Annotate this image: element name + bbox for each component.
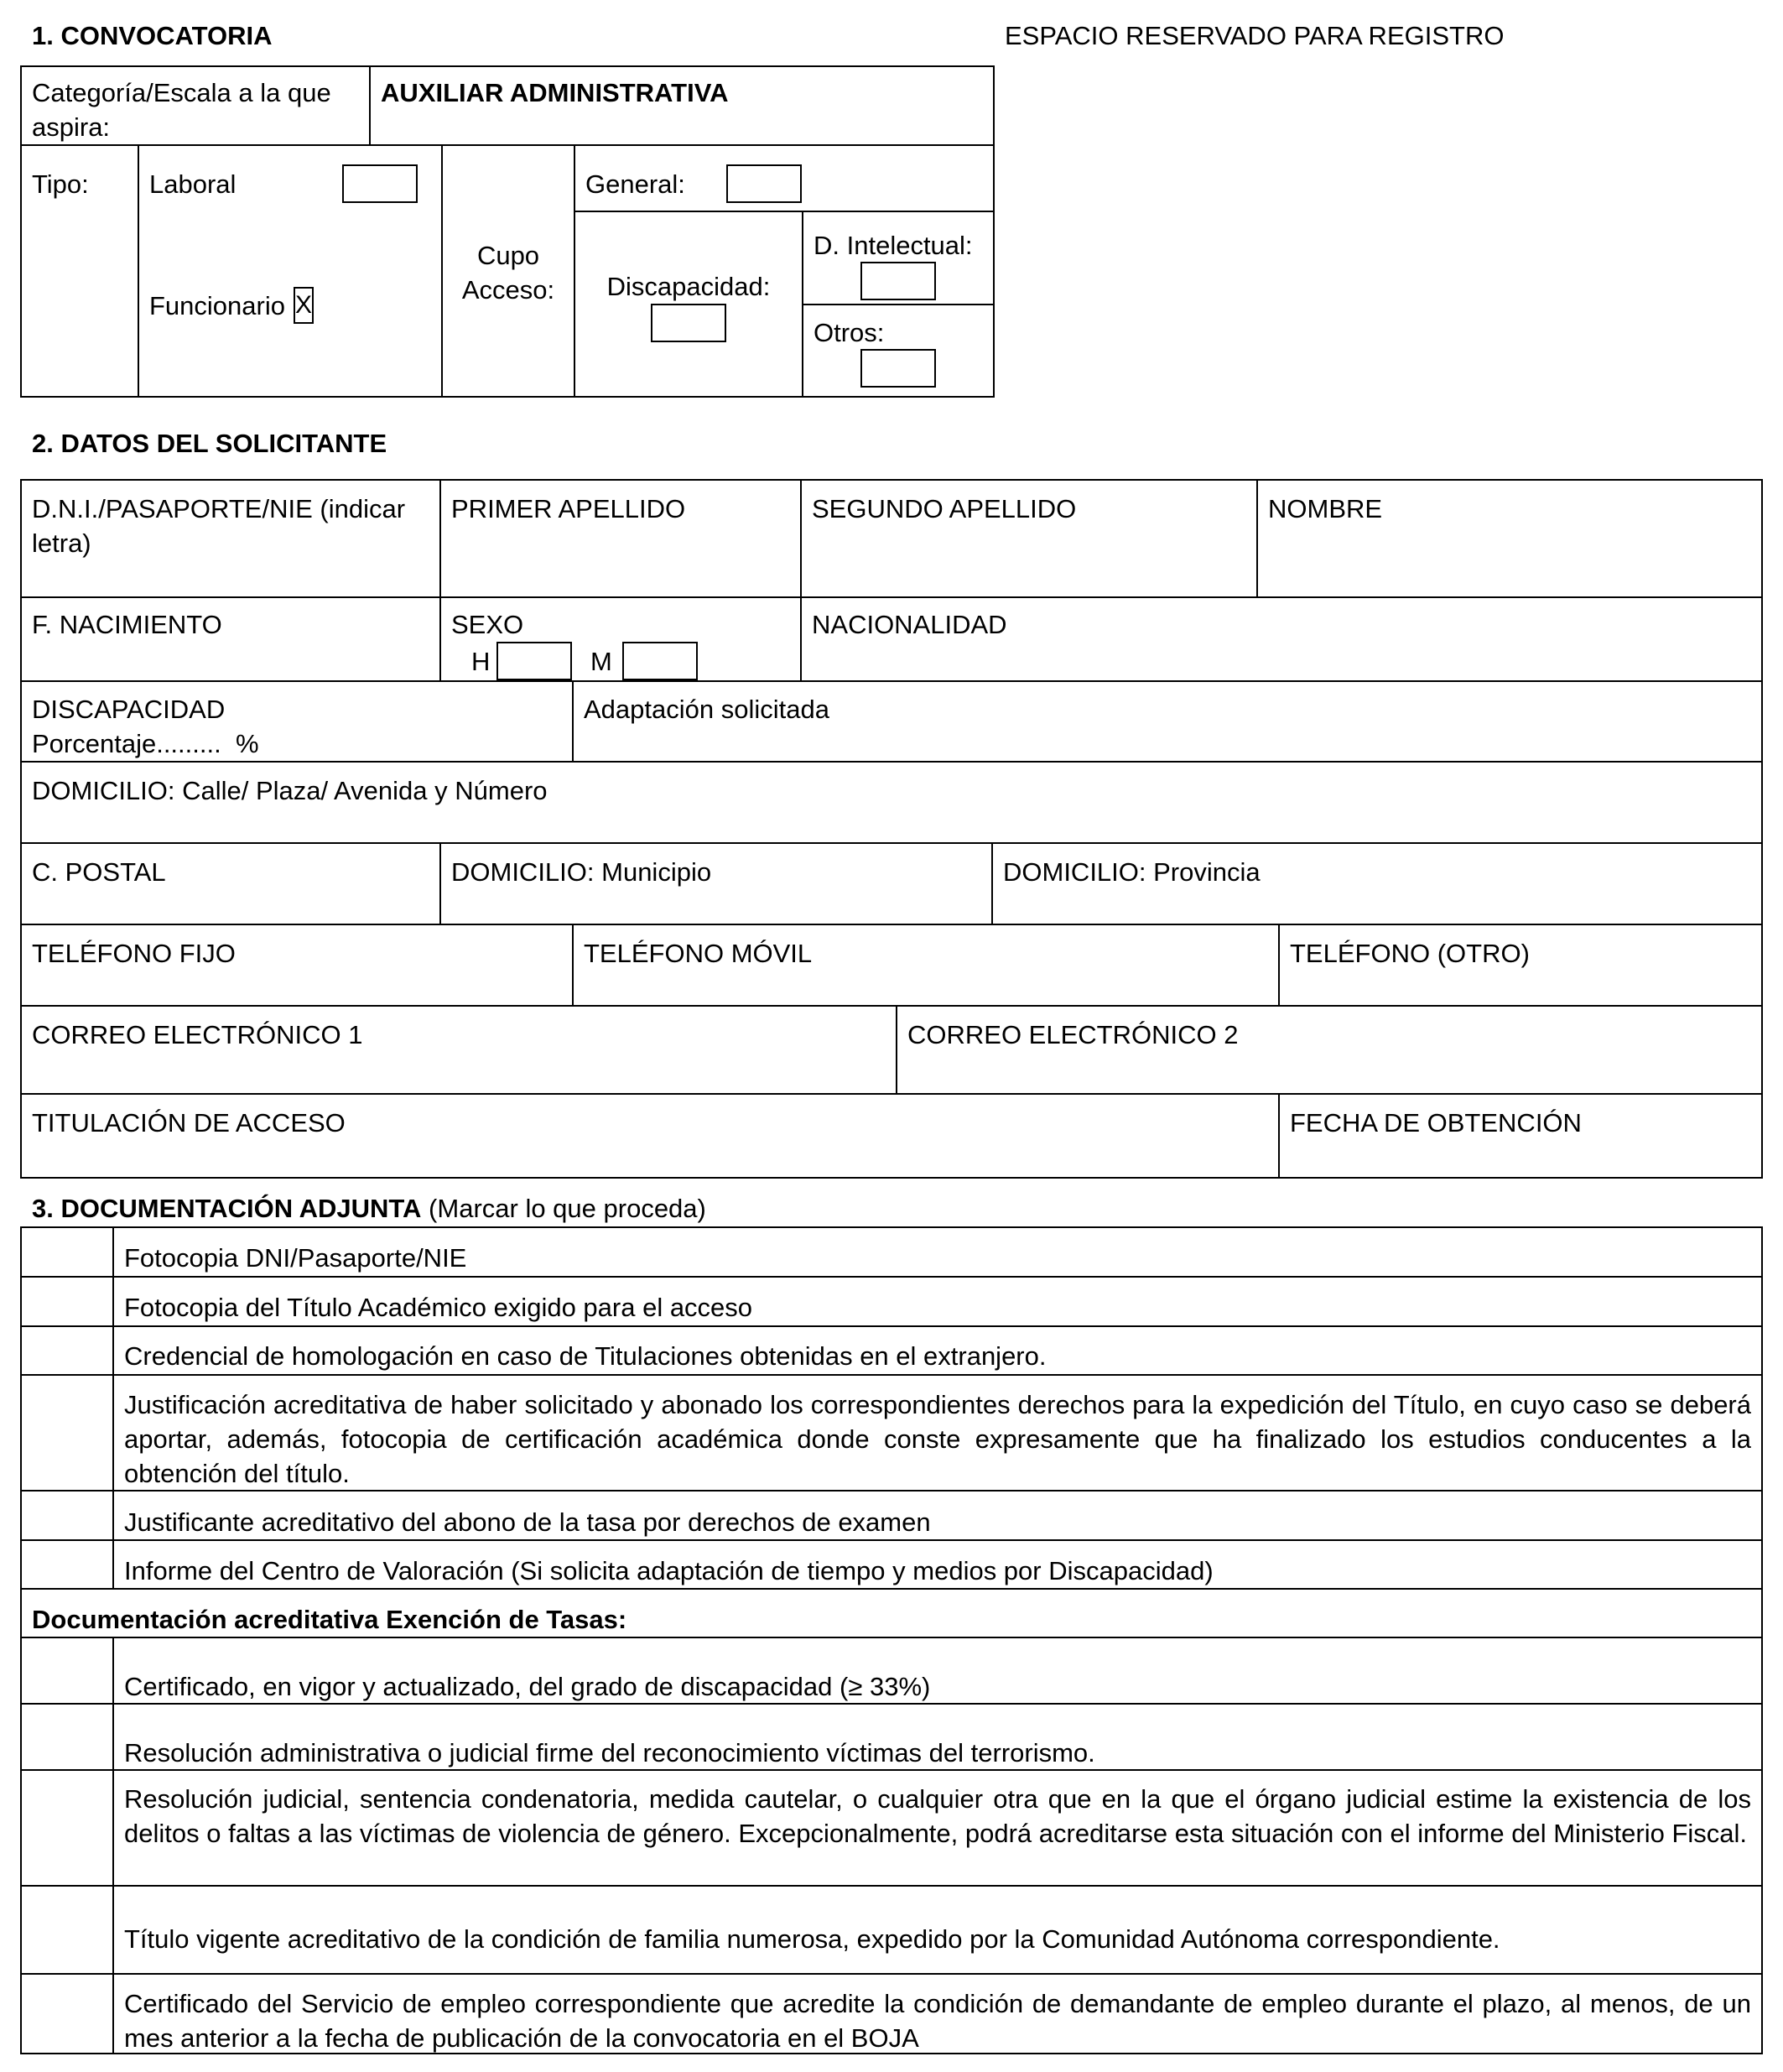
section-3-title-note: (Marcar lo que proceda) xyxy=(421,1194,706,1223)
discapacidad-label: DISCAPACIDAD Porcentaje......... % xyxy=(32,695,259,758)
exencion-checkbox-cell[interactable] xyxy=(22,1705,112,1769)
otros-checkbox[interactable] xyxy=(860,349,936,388)
funcionario-mark: X xyxy=(295,291,313,319)
doc-checkbox-cell[interactable] xyxy=(22,1228,112,1276)
registry-label: ESPACIO RESERVADO PARA REGISTRO xyxy=(1005,21,1505,50)
municipio-label: DOMICILIO: Municipio xyxy=(451,857,712,887)
laboral-checkbox[interactable] xyxy=(342,164,418,203)
funcionario-label: Funcionario xyxy=(149,291,285,320)
cupo-label: Cupo Acceso: xyxy=(461,241,555,305)
doc-item: Fotocopia DNI/Pasaporte/NIE xyxy=(124,1243,467,1273)
correo-1-label: CORREO ELECTRÓNICO 1 xyxy=(32,1020,363,1049)
doc-checkbox-cell[interactable] xyxy=(22,1327,112,1374)
exencion-item: Certificado, en vigor y actualizado, del grado de discapacidad (≥ 33%) xyxy=(124,1672,931,1701)
doc-item: Fotocopia del Título Académico exigido para el acceso xyxy=(124,1293,753,1322)
section-1-title: 1. CONVOCATORIA xyxy=(32,21,273,50)
nacimiento-label: F. NACIMIENTO xyxy=(32,610,222,639)
titulacion-label: TITULACIÓN DE ACCESO xyxy=(32,1108,346,1138)
exencion-checkbox-cell[interactable] xyxy=(22,1887,112,1973)
segundo-apellido-label: SEGUNDO APELLIDO xyxy=(812,494,1077,523)
general-label: General: xyxy=(585,169,685,199)
exencion-item: Título vigente acreditativo de la condición de familia numerosa, expedido por la Comunidad Autónoma correspondiente. xyxy=(124,1924,1500,1954)
doc-item: Informe del Centro de Valoración (Si solicita adaptación de tiempo y medios por Discapacidad) xyxy=(124,1556,1214,1585)
funcionario-checkbox[interactable] xyxy=(294,287,314,324)
dni-label: D.N.I./PASAPORTE/NIE (indicar letra) xyxy=(32,494,406,558)
nombre-label: NOMBRE xyxy=(1268,494,1383,523)
sexo-m-label: M xyxy=(590,647,612,676)
doc-item: Justificación acreditativa de haber solicitado y abonado los correspondientes derechos para la expedición del Título, en cuyo caso se deberá aportar, además, fotocopia de certificación académica donde conste expresamente que ha finalizado los estudios conducentes a la obtención del título. xyxy=(124,1390,1751,1488)
sexo-h-checkbox[interactable] xyxy=(496,642,572,680)
exencion-checkbox-cell[interactable] xyxy=(22,1638,112,1703)
domicilio-label: DOMICILIO: Calle/ Plaza/ Avenida y Número xyxy=(32,776,548,805)
section-2-title: 2. DATOS DEL SOLICITANTE xyxy=(32,429,387,458)
doc-checkbox-cell[interactable] xyxy=(22,1541,112,1588)
provincia-label: DOMICILIO: Provincia xyxy=(1003,857,1261,887)
categoria-label: Categoría/Escala a la que aspira: xyxy=(32,78,331,142)
discapacidad-checkbox[interactable] xyxy=(651,304,726,342)
exencion-item: Certificado del Servicio de empleo correspondiente que acredite la condición de demandante de empleo durante el plazo, al menos, de un mes anterior a la fecha de publicación de la convocatoria en el BOJA xyxy=(124,1989,1751,2053)
laboral-label: Laboral xyxy=(149,169,237,199)
exencion-item: Resolución judicial, sentencia condenatoria, medida cautelar, o cualquier otra que en la que el órgano judicial estime la existencia de los delitos o faltas a las víctimas de violencia de género. Excepcionalmente, podrá acreditarse esta situación con el informe del Ministerio Fiscal. xyxy=(124,1784,1751,1848)
section-3-title-text: 3. DOCUMENTACIÓN ADJUNTA xyxy=(32,1194,422,1223)
nacionalidad-label: NACIONALIDAD xyxy=(812,610,1007,639)
doc-checkbox-cell[interactable] xyxy=(22,1492,112,1539)
otros-label: Otros: xyxy=(814,318,885,347)
telefono-fijo-label: TELÉFONO FIJO xyxy=(32,939,236,968)
sexo-h-label: H xyxy=(471,647,491,676)
exencion-item: Resolución administrativa o judicial firme del reconocimiento víctimas del terrorismo. xyxy=(124,1738,1095,1767)
general-checkbox[interactable] xyxy=(726,164,802,203)
fecha-obtencion-label: FECHA DE OBTENCIÓN xyxy=(1290,1108,1582,1138)
doc-checkbox-cell[interactable] xyxy=(22,1376,112,1490)
telefono-otro-label: TELÉFONO (OTRO) xyxy=(1290,939,1530,968)
tipo-label: Tipo: xyxy=(32,169,89,199)
exencion-title: Documentación acreditativa Exención de Tasas: xyxy=(32,1605,627,1634)
sexo-m-checkbox[interactable] xyxy=(622,642,698,680)
telefono-movil-label: TELÉFONO MÓVIL xyxy=(584,939,813,968)
section-3-title xyxy=(32,1191,706,1226)
exencion-checkbox-cell[interactable] xyxy=(22,1771,112,1885)
intelectual-label: D. Intelectual: xyxy=(814,231,973,260)
intelectual-checkbox[interactable] xyxy=(860,262,936,300)
categoria-value: AUXILIAR ADMINISTRATIVA xyxy=(381,78,729,107)
correo-2-label: CORREO ELECTRÓNICO 2 xyxy=(907,1020,1239,1049)
doc-checkbox-cell[interactable] xyxy=(22,1278,112,1325)
discapacidad-cupo-label: Discapacidad: xyxy=(606,272,771,301)
postal-label: C. POSTAL xyxy=(32,857,166,887)
sexo-label: SEXO xyxy=(451,610,524,639)
adaptacion-label: Adaptación solicitada xyxy=(584,695,829,724)
doc-item: Credencial de homologación en caso de Titulaciones obtenidas en el extranjero. xyxy=(124,1341,1047,1371)
exencion-checkbox-cell[interactable] xyxy=(22,1975,112,2053)
doc-item: Justificante acreditativo del abono de la tasa por derechos de examen xyxy=(124,1507,931,1537)
primer-apellido-label: PRIMER APELLIDO xyxy=(451,494,686,523)
